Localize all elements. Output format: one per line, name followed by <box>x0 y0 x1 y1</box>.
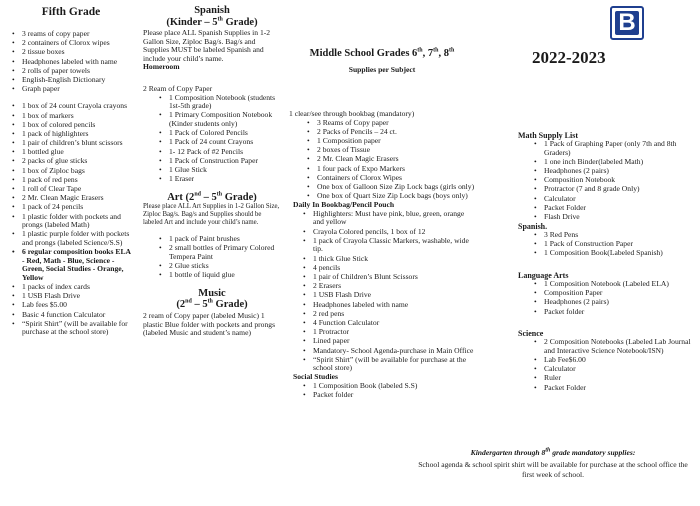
homeroom-item: • 1 Pack of Construction Paper <box>143 157 281 166</box>
pouch-item: • 2 Erasers <box>287 282 477 291</box>
science-item: • Calculator <box>518 365 694 374</box>
homeroom-item: • 1 Eraser <box>143 175 281 184</box>
math-list <box>518 140 694 222</box>
supply-item: • 1 pack of highlighters <box>8 130 134 139</box>
spanish-subtitle: (Kinder – 5th Grade) <box>166 16 258 28</box>
art-list <box>143 235 281 280</box>
supply-item: • One box of Quart Size Zip Lock bags (boys only) <box>287 192 477 201</box>
language-arts-item: • Packet folder <box>518 308 694 317</box>
math-item: • Composition Notebook <box>518 176 694 185</box>
art-item: • 2 Glue sticks <box>143 262 281 271</box>
language-arts-item: • Composition Paper <box>518 289 694 298</box>
math-item: • Flash Drive <box>518 213 694 222</box>
pouch-item: • 1 pack of Crayola Classic Markers, washable, wide tip. <box>287 237 477 254</box>
math-item: • 1 one inch Binder(labeled Math) <box>518 158 694 167</box>
supply-item: • 1 pack of 24 pencils <box>8 203 134 212</box>
middle-school-title: Middle School Grades 6th, 7th, 8th <box>309 47 455 59</box>
supply-item: • Basic 4 function Calculator <box>8 311 134 320</box>
language-arts-list <box>518 280 694 316</box>
logo-letter: B <box>618 9 636 36</box>
math-item: • Calculator <box>518 195 694 204</box>
supply-item: • “Spirit Shirt” (will be available for purchase at the school store) <box>8 320 134 337</box>
supply-item: • 1 box of colored pencils <box>8 121 134 130</box>
pouch-item: • 2 red pens <box>287 310 477 319</box>
music-subtitle: (2nd – 5th Grade) <box>176 298 248 311</box>
middle-school-subtitle: Supplies per Subject <box>348 65 416 74</box>
science-item: • 2 Composition Notebooks (Labeled Lab Journal and Interactive Science Notebook/ISN) <box>518 338 694 355</box>
fifth-grade-bold-list <box>8 248 134 282</box>
supply-item: • 2 rolls of paper towels <box>8 67 134 76</box>
spanish-ms-title: Spanish. <box>518 222 548 232</box>
spanish-item: • 1 Composition Book(Labeled Spanish) <box>518 249 694 258</box>
supply-item: • 1 box of 24 count Crayola crayons <box>8 102 134 111</box>
pouch-item: • Mandatory- School Agenda-purchase in Main Office <box>287 347 477 356</box>
supply-item: • 1 plastic folder with pockets and prongs (labeled Math) <box>8 213 134 230</box>
homeroom-item: • 1- 12 Pack of #2 Pencils <box>143 148 281 157</box>
homeroom-item: • 1 Pack of 24 count Crayons <box>143 138 281 147</box>
science-item: • Lab Fee$6.00 <box>518 356 694 365</box>
spanish-title: Spanish <box>194 5 230 16</box>
footer-text: School agenda & school spirit shirt will be available for purchase at the school office the first week of school. <box>418 460 688 479</box>
science-title: Science <box>518 329 544 339</box>
supply-item: • 3 Reams of Copy paper <box>287 119 477 128</box>
pouch-item: • Crayola Colored pencils, 1 box of 12 <box>287 228 477 237</box>
art-instructions: Please place ALL Art Supplies in 1-2 Gallon Size, Ziploc Bag/s. Bag/s and Supplies should be labeled Art and include your child’s name. <box>143 202 280 227</box>
music-instructions: 2 ream of Copy paper (labeled Music) 1 plastic Blue folder with pockets and prongs (labeled Music and student’s name) <box>143 311 276 338</box>
pouch-item: • 1 pair of Children’s Blunt Scissors <box>287 273 477 282</box>
supply-item: • One box of Galloon Size Zip Lock bags (girls only) <box>287 183 477 192</box>
fifth-grade-list-b <box>8 102 134 247</box>
footer-title: Kindergarten through 8th grade mandatory supplies: <box>470 447 636 457</box>
elementary-specials-column <box>143 0 281 338</box>
math-title: Math Supply List <box>518 131 579 140</box>
subject-supplies-column <box>518 131 694 406</box>
music-title: Music <box>198 288 226 300</box>
art-item: • 1 pack of Paint brushes <box>143 235 281 244</box>
science-item: • Packet Folder <box>518 384 694 393</box>
supply-item: • 1 four pack of Expo Markers <box>287 165 477 174</box>
homeroom-lead: 2 Ream of Copy Paper <box>143 83 213 93</box>
pouch-item: • 4 Function Calculator <box>287 319 477 328</box>
math-item: • Packet Folder <box>518 204 694 213</box>
pouch-list <box>287 210 477 373</box>
supply-item: • 2 Mr. Clean Magic Erasers <box>8 194 134 203</box>
supply-item: • English-English Dictionary <box>8 76 134 85</box>
math-item: • Protractor (7 and 8 grade Only) <box>518 185 694 194</box>
fifth-grade-list-c <box>8 283 134 337</box>
homeroom-item: • 1 Pack of Colored Pencils <box>143 129 281 138</box>
supply-item: • 2 containers of Clorox wipes <box>8 39 134 48</box>
supply-item: • 2 packs of glue sticks <box>8 157 134 166</box>
language-arts-title: Language Arts <box>518 271 569 281</box>
language-arts-item: • Headphones (2 pairs) <box>518 298 694 307</box>
supply-item: • 1 pack of red pens <box>8 176 134 185</box>
homeroom-item: • 1 Glue Stick <box>143 166 281 175</box>
pouch-item: • 4 pencils <box>287 264 477 273</box>
homeroom-label: Homeroom <box>143 62 180 72</box>
supply-item: • 1 box of markers <box>8 112 134 121</box>
supply-item: • 2 Packs of Pencils – 24 ct. <box>287 128 477 137</box>
homeroom-item: • 1 Composition Notebook (students 1st-5th grade) <box>143 94 281 111</box>
supply-item: • 3 reams of copy paper <box>8 30 134 39</box>
math-item: • Headphones (2 pairs) <box>518 167 694 176</box>
science-item: • Ruler <box>518 374 694 383</box>
pouch-item: • 1 thick Glue Stick <box>287 255 477 264</box>
supply-item: • 1 box of Ziploc bags <box>8 167 134 176</box>
supply-item: • Containers of Clorox Wipes <box>287 174 477 183</box>
science-list <box>518 338 694 406</box>
spanish-item: • 1 Pack of Construction Paper <box>518 240 694 249</box>
supply-item: • 1 Composition paper <box>287 137 477 146</box>
language-arts-item: • 1 Composition Notebook (Labeled ELA) <box>518 280 694 289</box>
supply-item: • 1 USB Flash Drive <box>8 292 134 301</box>
social-studies-list <box>287 382 477 400</box>
supply-item: • Lab fees $5.00 <box>8 301 134 310</box>
fifth-grade-list-a <box>8 30 134 94</box>
spanish-instructions: Please place ALL Spanish Supplies in 1-2 Gallon Size, Ziploc Bag/s. Bag/s and Supplies MUST be labeled Spanish and include your child’s name. <box>143 28 271 63</box>
art-title: Art (2nd – 5th Grade) <box>167 191 257 203</box>
spanish-item: • 3 Red Pens <box>518 231 694 240</box>
homeroom-item: • 1 Primary Composition Notebook (Kinder students only) <box>143 111 281 128</box>
spanish-ms-list <box>518 231 694 258</box>
footer-note <box>414 448 692 479</box>
pouch-item: • “Spirit Shirt” (will be available for purchase at the school store) <box>287 356 477 373</box>
supply-item: • 2 boxes of Tissue <box>287 146 477 155</box>
math-item: • 1 Pack of Graphing Paper (only 7th and 8th Graders) <box>518 140 694 157</box>
art-item: • 2 small bottles of Primary Colored Tempera Paint <box>143 244 281 261</box>
social-studies-item: • 1 Composition Book (labeled S.S) <box>287 382 477 391</box>
art-item: • 1 bottle of liquid glue <box>143 271 281 280</box>
supply-item: • 1 bottled glue <box>8 148 134 157</box>
school-year: 2022-2023 <box>532 48 606 67</box>
supply-item: • 1 roll of Clear Tape <box>8 185 134 194</box>
fifth-grade-title: Fifth Grade <box>41 6 101 18</box>
supply-item: • Headphones labeled with name <box>8 58 134 67</box>
bookbag-lead: 1 clear/see through bookbag (mandatory) <box>289 109 415 118</box>
pouch-item: • 1 Protractor <box>287 328 477 337</box>
fifth-grade-column <box>8 0 134 338</box>
supply-item: • 1 pair of children’s blunt scissors <box>8 139 134 148</box>
school-logo <box>610 6 644 40</box>
middle-school-column <box>287 0 477 400</box>
supply-item: • 1 plastic purple folder with pockets and prongs (labeled Science/S.S) <box>8 230 134 247</box>
pouch-item: • Headphones labeled with name <box>287 301 477 310</box>
pouch-item: • 1 USB Flash Drive <box>287 291 477 300</box>
social-studies-item: • Packet folder <box>287 391 477 400</box>
pouch-item: • Lined paper <box>287 337 477 346</box>
pouch-item: • Highlighters: Must have pink, blue, green, orange and yellow <box>287 210 477 227</box>
supply-item: • Graph paper <box>8 85 134 94</box>
supply-item: • 1 packs of index cards <box>8 283 134 292</box>
supply-item: • 2 tissue boxes <box>8 48 134 57</box>
social-studies-title: Social Studies <box>293 372 338 382</box>
pouch-title: Daily In Bookbag/Pencil Pouch <box>293 200 395 210</box>
composition-books-item: • 6 regular composition books ELA - Red, Math - Blue, Science - Green, Social Studies - Orange, Yellow <box>8 248 134 282</box>
homeroom-list <box>143 94 281 184</box>
middle-school-list <box>287 119 477 201</box>
supply-item: • 2 Mr. Clean Magic Erasers <box>287 155 477 164</box>
